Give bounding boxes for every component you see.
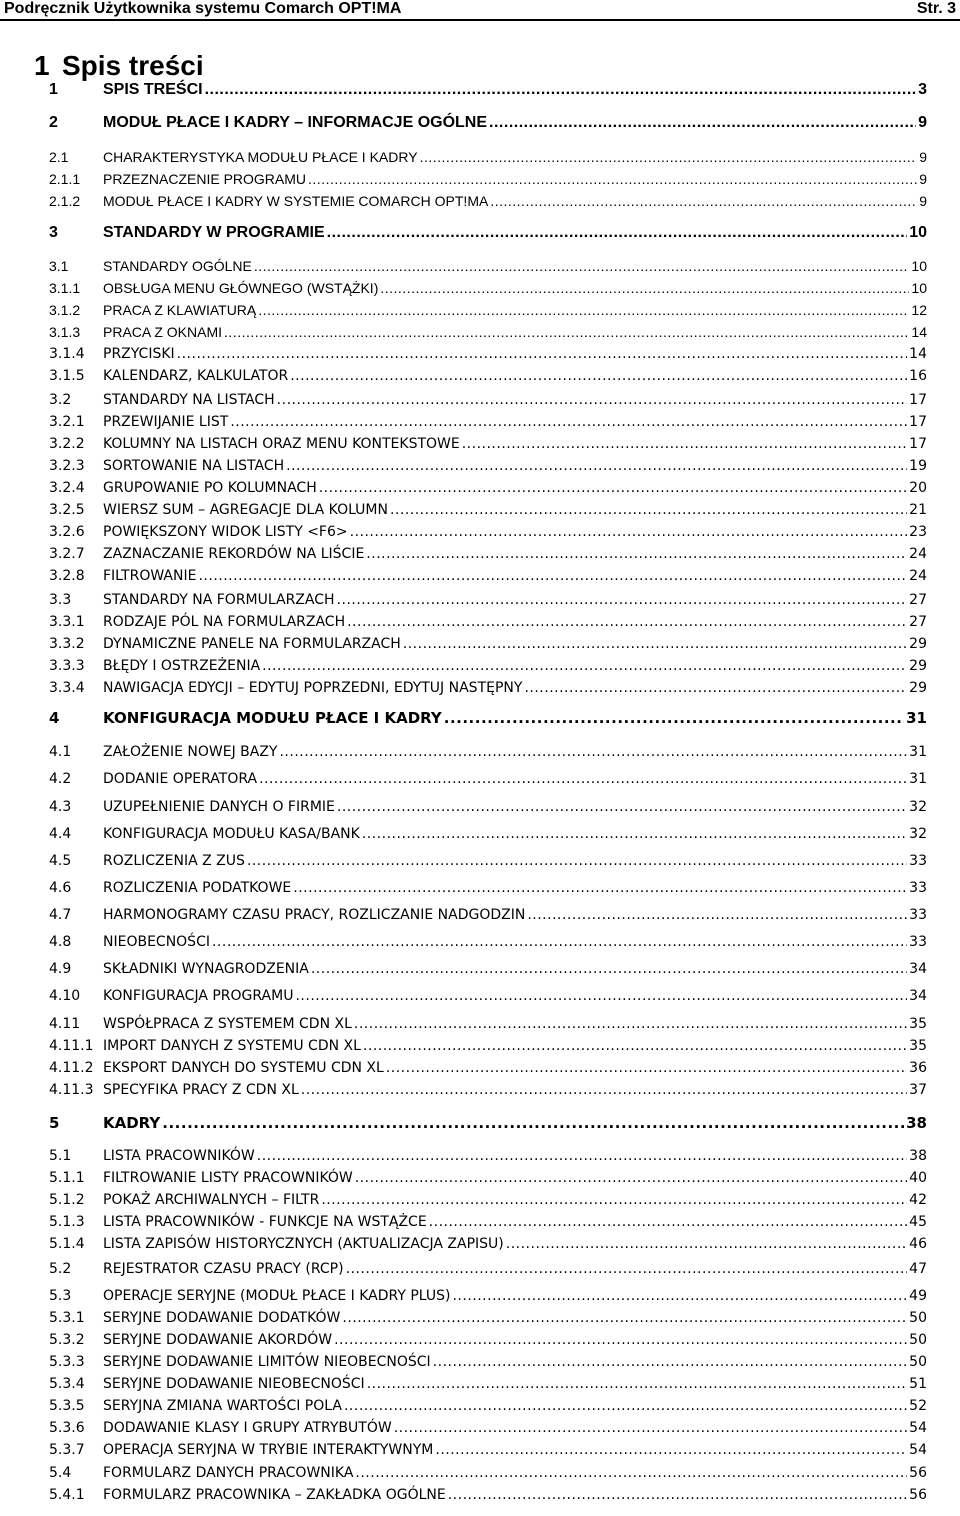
toc-entry[interactable]	[49, 435, 927, 453]
toc-entry[interactable]	[49, 770, 927, 788]
toc-entry-title: PRZEZNACZENIE PROGRAMU	[103, 171, 307, 187]
toc-entry[interactable]	[49, 743, 927, 761]
toc-entry[interactable]	[49, 413, 927, 431]
toc-entry-number: 5.1.4	[49, 1236, 85, 1252]
toc-dot-leader	[212, 933, 907, 951]
toc-dot-leader	[279, 743, 907, 761]
toc-entry-number: 3.2.4	[49, 480, 85, 496]
toc-entry-page: 54	[909, 1442, 927, 1458]
toc-entry-page: 24	[909, 546, 927, 562]
toc-entry[interactable]	[49, 1353, 927, 1371]
toc-dot-leader	[390, 501, 907, 519]
toc-entry[interactable]	[49, 798, 927, 816]
toc-dot-leader	[394, 1419, 907, 1437]
toc-entry-page: 19	[909, 458, 927, 474]
toc-entry[interactable]	[49, 709, 927, 727]
toc-entry[interactable]	[49, 479, 927, 497]
toc-entry-number: 4.9	[49, 961, 72, 977]
toc-dot-leader	[257, 1147, 907, 1165]
toc-entry-number: 5.4.1	[49, 1487, 85, 1503]
toc-entry-number: 4.2	[49, 771, 72, 787]
toc-entry-number: 4.1	[49, 744, 72, 760]
toc-entry-page: 3	[918, 81, 927, 98]
toc-dot-leader	[342, 1309, 907, 1327]
toc-entry[interactable]	[49, 960, 927, 978]
toc-entry-number: 3.2.3	[49, 458, 85, 474]
toc-entry-page: 46	[909, 1236, 927, 1252]
toc-entry-title: PRACA Z KLAWIATURĄ	[103, 302, 257, 318]
toc-entry-title: LISTA ZAPISÓW HISTORYCZNYCH (AKTUALIZACJA ZAPISU)	[103, 1236, 504, 1252]
toc-entry[interactable]	[49, 391, 927, 409]
toc-entry-number: 4.7	[49, 907, 72, 923]
toc-entry-number: 5.3.2	[49, 1332, 85, 1348]
toc-entry[interactable]	[49, 987, 927, 1005]
toc-entry-page: 38	[909, 1148, 927, 1164]
toc-dot-leader	[247, 852, 907, 870]
toc-entry[interactable]	[49, 1114, 927, 1132]
toc-entry-page: 29	[909, 658, 927, 674]
toc-entry[interactable]	[49, 224, 927, 242]
toc-entry-title: LISTA PRACOWNIKÓW	[103, 1148, 255, 1164]
toc-dot-leader	[444, 709, 904, 727]
toc-entry-page: 29	[909, 680, 927, 696]
toc-entry-page: 35	[909, 1016, 927, 1032]
toc-entry[interactable]	[49, 1331, 927, 1349]
toc-dot-leader	[205, 81, 917, 99]
toc-entry[interactable]	[49, 1464, 927, 1482]
toc-entry-number: 4.8	[49, 934, 72, 950]
toc-entry[interactable]	[49, 1419, 927, 1437]
toc-entry[interactable]	[49, 545, 927, 563]
toc-entry[interactable]	[49, 879, 927, 897]
toc-entry-number: 3.2.7	[49, 546, 85, 562]
toc-dot-leader	[290, 367, 907, 385]
toc-entry[interactable]	[49, 1015, 927, 1033]
toc-entry-title: SPIS TREŚCI	[103, 81, 203, 98]
toc-entry-number: 4.11	[49, 1016, 81, 1032]
toc-entry-title: NIEOBECNOŚCI	[103, 934, 210, 950]
toc-entry-page: 42	[909, 1192, 927, 1208]
toc-entry-title: OPERACJA SERYJNA W TRYBIE INTERAKTYWNYM	[103, 1442, 434, 1458]
toc-dot-leader	[308, 170, 917, 188]
toc-entry-title: KONFIGURACJA MODUŁU PŁACE I KADRY	[103, 709, 442, 727]
toc-entry-page: 50	[909, 1310, 927, 1326]
toc-entry-page: 17	[909, 436, 927, 452]
toc-dot-leader	[367, 1375, 907, 1393]
toc-entry-page: 31	[906, 709, 927, 727]
toc-entry-page: 21	[909, 502, 927, 518]
toc-entry-number: 3.1.2	[49, 302, 81, 318]
toc-entry-page: 17	[909, 414, 927, 430]
toc-entry[interactable]	[49, 1037, 927, 1055]
toc-dot-leader	[462, 435, 907, 453]
toc-entry[interactable]	[49, 523, 927, 541]
toc-entry[interactable]	[49, 114, 927, 132]
toc-entry-title: IMPORT DANYCH Z SYSTEMU CDN XL	[103, 1038, 361, 1054]
page-number: Str. 3	[916, 0, 956, 17]
toc-entry-page: 38	[906, 1114, 927, 1132]
toc-entry-title: RODZAJE PÓL NA FORMULARZACH	[103, 614, 346, 630]
toc-dot-leader	[452, 1287, 907, 1305]
toc-heading-text: Spis treści	[62, 50, 204, 81]
toc-entry-title: POKAŻ ARCHIWALNYCH – FILTR	[103, 1192, 320, 1208]
toc-entry[interactable]	[49, 1147, 927, 1165]
toc-entry[interactable]	[49, 1397, 927, 1415]
toc-entry-title: CHARAKTERYSTYKA MODUŁU PŁACE I KADRY	[103, 149, 418, 165]
toc-entry-number: 4	[49, 709, 60, 727]
toc-entry-title: SERYJNE DODAWANIE AKORDÓW	[103, 1332, 333, 1348]
toc-entry-page: 50	[909, 1332, 927, 1348]
toc-dot-leader	[362, 825, 907, 843]
toc-entry-title: WIERSZ SUM – AGREGACJE DLA KOLUMN	[103, 502, 388, 518]
toc-dot-leader	[527, 906, 907, 924]
toc-entry-title: ZAŁOŻENIE NOWEJ BAZY	[103, 744, 278, 760]
toc-entry-number: 4.10	[49, 988, 81, 1004]
toc-entry-number: 3.3	[49, 592, 72, 608]
toc-entry-page: 9	[918, 114, 927, 131]
toc-entry[interactable]	[49, 679, 927, 697]
toc-entry-page: 9	[919, 149, 927, 165]
toc-entry-title: NAWIGACJA EDYCJI – EDYTUJ POPRZEDNI, EDYTUJ NASTĘPNY	[103, 680, 523, 696]
toc-entry-page: 33	[909, 907, 927, 923]
toc-entry-page: 23	[909, 524, 927, 540]
toc-entry[interactable]	[49, 279, 927, 297]
toc-dot-leader	[429, 1213, 908, 1231]
toc-dot-leader	[258, 301, 909, 319]
toc-entry-title: PRZYCISKI	[103, 346, 175, 362]
toc-dot-leader	[347, 613, 907, 631]
toc-entry[interactable]	[49, 933, 927, 951]
toc-entry-title: ZAZNACZANIE REKORDÓW NA LIŚCIE	[103, 546, 365, 562]
toc-dot-leader	[363, 1037, 907, 1055]
toc-dot-leader	[346, 1260, 908, 1278]
toc-entry[interactable]	[49, 1375, 927, 1393]
toc-entry-number: 4.11.1	[49, 1038, 94, 1054]
toc-dot-leader	[259, 770, 907, 788]
toc-entry[interactable]	[49, 1309, 927, 1327]
toc-entry-number: 2	[49, 114, 58, 131]
toc-entry-number: 3.2.1	[49, 414, 85, 430]
toc-entry-number: 3.1.1	[49, 280, 81, 296]
toc-entry-title: ROZLICZENIA Z ZUS	[103, 853, 245, 869]
toc-entry-title: WSPÓŁPRACA Z SYSTEMEM CDN XL	[103, 1016, 352, 1032]
toc-entry-page: 10	[909, 224, 927, 241]
toc-dot-leader	[295, 987, 907, 1005]
toc-dot-leader	[448, 1486, 907, 1504]
toc-entry[interactable]	[49, 567, 927, 585]
toc-entry-title: KALENDARZ, KALKULATOR	[103, 368, 289, 384]
toc-entry-page: 33	[909, 880, 927, 896]
toc-dot-leader	[327, 224, 908, 242]
toc-entry-number: 3.2.6	[49, 524, 85, 540]
toc-dot-leader	[506, 1235, 907, 1253]
toc-entry[interactable]	[49, 1081, 927, 1099]
toc-dot-leader	[337, 798, 907, 816]
toc-entry-title: STANDARDY NA LISTACH	[103, 392, 275, 408]
toc-entry-title: STANDARDY W PROGRAMIE	[103, 224, 325, 241]
toc-entry[interactable]	[49, 852, 927, 870]
toc-entry-number: 3.1.3	[49, 324, 81, 340]
toc-entry-number: 4.3	[49, 799, 72, 815]
toc-entry-title: FILTROWANIE LISTY PRACOWNIKÓW	[103, 1170, 353, 1186]
toc-entry-title: STANDARDY NA FORMULARZACH	[103, 592, 335, 608]
toc-entry-number: 3.3.2	[49, 636, 85, 652]
toc-entry-page: 10	[911, 280, 927, 296]
toc-entry-title: FORMULARZ DANYCH PRACOWNIKA	[103, 1465, 354, 1481]
toc-entry-title: KOLUMNY NA LISTACH ORAZ MENU KONTEKSTOWE	[103, 436, 460, 452]
toc-entry-number: 5.4	[49, 1465, 72, 1481]
toc-entry-number: 5.1.2	[49, 1192, 85, 1208]
toc-entry-title: MODUŁ PŁACE I KADRY – INFORMACJE OGÓLNE	[103, 114, 488, 131]
toc-entry-page: 49	[909, 1288, 927, 1304]
toc-entry-number: 3.2.5	[49, 502, 85, 518]
toc-entry-title: SORTOWANIE NA LISTACH	[103, 458, 285, 474]
toc-entry-page: 52	[909, 1398, 927, 1414]
toc-entry-number: 3.2.8	[49, 568, 85, 584]
toc-entry-page: 9	[919, 193, 927, 209]
toc-entry-title: BŁĘDY I OSTRZEŻENIA	[103, 658, 261, 674]
toc-entry[interactable]	[49, 257, 927, 275]
toc-entry-title: EKSPORT DANYCH DO SYSTEMU CDN XL	[103, 1060, 384, 1076]
toc-dot-leader	[433, 1353, 907, 1371]
toc-entry[interactable]	[49, 635, 927, 653]
toc-dot-leader	[321, 1191, 907, 1209]
toc-entry-page: 31	[909, 744, 927, 760]
toc-entry[interactable]	[49, 457, 927, 475]
toc-entry-page: 17	[909, 392, 927, 408]
toc-entry-title: DODAWANIE KLASY I GRUPY ATRYBUTÓW	[103, 1420, 392, 1436]
toc-entry-number: 3.1	[49, 258, 69, 274]
toc-entry-number: 4.11.3	[49, 1082, 94, 1098]
toc-entry[interactable]	[49, 1213, 927, 1231]
toc-dot-leader	[350, 523, 908, 541]
toc-entry-page: 56	[909, 1465, 927, 1481]
toc-entry[interactable]	[49, 906, 927, 924]
toc-entry[interactable]	[49, 192, 927, 210]
toc-entry[interactable]	[49, 613, 927, 631]
toc-entry-title: STANDARDY OGÓLNE	[103, 258, 252, 274]
toc-entry-number: 5.3.7	[49, 1442, 85, 1458]
toc-entry-page: 34	[909, 988, 927, 1004]
toc-entry-page: 54	[909, 1420, 927, 1436]
toc-entry-title: SERYJNE DODAWANIE LIMITÓW NIEOBECNOŚCI	[103, 1354, 431, 1370]
toc-entry-page: 47	[909, 1261, 927, 1277]
toc-entry-title: KADRY	[103, 1114, 161, 1132]
toc-entry-page: 45	[909, 1214, 927, 1230]
toc-entry[interactable]	[49, 591, 927, 609]
toc-entry-title: HARMONOGRAMY CZASU PRACY, ROZLICZANIE NADGODZIN	[103, 907, 526, 923]
toc-entry-number: 3.2.2	[49, 436, 85, 452]
toc-entry-number: 3	[49, 224, 58, 241]
toc-entry-title: KONFIGURACJA PROGRAMU	[103, 988, 294, 1004]
toc-entry-title: FORMULARZ PRACOWNIKA – ZAKŁADKA OGÓLNE	[103, 1487, 446, 1503]
toc-entry-number: 4.11.2	[49, 1060, 94, 1076]
toc-entry-page: 9	[919, 171, 927, 187]
toc-entry-page: 35	[909, 1038, 927, 1054]
toc-dot-leader	[380, 279, 909, 297]
toc-entry-number: 4.4	[49, 826, 72, 842]
toc-entry-number: 3.1.4	[49, 346, 85, 362]
toc-entry-page: 12	[911, 302, 927, 318]
toc-entry-page: 32	[909, 799, 927, 815]
toc-entry-number: 5	[49, 1114, 60, 1132]
toc-entry-number: 5.1.1	[49, 1170, 85, 1186]
toc-entry-number: 5.3	[49, 1288, 72, 1304]
toc-entry-title: ROZLICZENIA PODATKOWE	[103, 880, 292, 896]
toc-entry-page: 34	[909, 961, 927, 977]
toc-entry-page: 29	[909, 636, 927, 652]
toc-entry-page: 32	[909, 826, 927, 842]
toc-entry[interactable]	[49, 301, 927, 319]
toc-entry-title: FILTROWANIE	[103, 568, 197, 584]
toc-dot-leader	[386, 1059, 907, 1077]
toc-entry-number: 5.3.5	[49, 1398, 85, 1414]
toc-entry-number: 2.1	[49, 149, 69, 165]
toc-entry[interactable]	[49, 323, 927, 341]
toc-entry-title: GRUPOWANIE PO KOLUMNACH	[103, 480, 317, 496]
toc-entry-title: SERYJNE DODAWANIE NIEOBECNOŚCI	[103, 1376, 365, 1392]
toc-dot-leader	[230, 413, 907, 431]
toc-dot-leader	[286, 457, 907, 475]
toc-heading-number: 1	[34, 50, 50, 81]
toc-entry-number: 5.2	[49, 1261, 72, 1277]
toc-entry-page: 27	[909, 614, 927, 630]
toc-entry[interactable]	[49, 1191, 927, 1209]
toc-dot-leader	[293, 879, 907, 897]
toc-entry[interactable]	[49, 170, 927, 188]
toc-entry-number: 5.3.1	[49, 1310, 85, 1326]
toc-entry-page: 24	[909, 568, 927, 584]
toc-entry-page: 16	[909, 368, 927, 384]
toc-dot-leader	[524, 679, 907, 697]
toc-entry-title: UZUPEŁNIENIE DANYCH O FIRMIE	[103, 799, 335, 815]
toc-entry-page: 40	[909, 1170, 927, 1186]
toc-entry-title: REJESTRATOR CZASU PRACY (RCP)	[103, 1261, 344, 1277]
toc-entry-title: POWIĘKSZONY WIDOK LISTY <F6>	[103, 524, 348, 540]
toc-entry-number: 5.1.3	[49, 1214, 85, 1230]
toc-entry-title: SKŁADNIKI WYNAGRODZENIA	[103, 961, 309, 977]
toc-entry-page: 50	[909, 1354, 927, 1370]
toc-entry-page: 10	[911, 258, 927, 274]
toc-dot-leader	[177, 345, 908, 363]
toc-entry[interactable]	[49, 1260, 927, 1278]
toc-entry-number: 5.3.6	[49, 1420, 85, 1436]
toc-entry[interactable]	[49, 1441, 927, 1459]
toc-entry-page: 56	[909, 1487, 927, 1503]
toc-entry-number: 4.5	[49, 853, 72, 869]
toc-entry[interactable]	[49, 1486, 927, 1504]
toc-entry-number: 5.3.4	[49, 1376, 85, 1392]
toc-entry[interactable]	[49, 148, 927, 166]
toc-dot-leader	[355, 1464, 907, 1482]
toc-entry-number: 3.3.3	[49, 658, 85, 674]
toc-entry[interactable]	[49, 81, 927, 99]
toc-dot-leader	[162, 1114, 904, 1132]
toc-entry[interactable]	[49, 1287, 927, 1305]
toc-dot-leader	[277, 391, 908, 409]
toc-entry[interactable]	[49, 825, 927, 843]
toc-entry-title: LISTA PRACOWNIKÓW - FUNKCJE NA WSTĄŻCE	[103, 1214, 427, 1230]
toc-dot-leader	[490, 192, 917, 210]
toc-dot-leader	[334, 1331, 907, 1349]
toc-entry-number: 1	[49, 81, 58, 98]
toc-dot-leader	[403, 635, 907, 653]
toc-entry-number: 5.3.3	[49, 1354, 85, 1370]
toc-entry[interactable]	[49, 501, 927, 519]
toc-entry-title: SERYJNA ZMIANA WARTOŚCI POLA	[103, 1398, 342, 1414]
toc-entry-page: 20	[909, 480, 927, 496]
toc-entry-page: 14	[909, 346, 927, 362]
toc-dot-leader	[420, 148, 918, 166]
toc-dot-leader	[337, 591, 908, 609]
toc-entry-number: 3.1.5	[49, 368, 85, 384]
toc-entry-title: DYNAMICZNE PANELE NA FORMULARZACH	[103, 636, 401, 652]
toc-entry-title: PRACA Z OKNAMI	[103, 324, 223, 340]
toc-entry-page: 33	[909, 934, 927, 950]
toc-entry-title: OBSŁUGA MENU GŁÓWNEGO (WSTĄŻKI)	[103, 280, 379, 296]
toc-dot-leader	[311, 960, 907, 978]
toc-entry-page: 37	[909, 1082, 927, 1098]
toc-entry-page: 31	[909, 771, 927, 787]
toc-entry[interactable]	[49, 1059, 927, 1077]
toc-dot-leader	[344, 1397, 907, 1415]
toc-entry-number: 2.1.2	[49, 193, 81, 209]
toc-entry-number: 3.3.1	[49, 614, 85, 630]
toc-entry-title: PRZEWIJANIE LIST	[103, 414, 229, 430]
toc-entry[interactable]	[49, 367, 927, 385]
toc-dot-leader	[254, 257, 910, 275]
toc-entry-title: KONFIGURACJA MODUŁU KASA/BANK	[103, 826, 360, 842]
toc-entry-title: MODUŁ PŁACE I KADRY W SYSTEMIE COMARCH OPT!MA	[103, 193, 489, 209]
toc-dot-leader	[366, 545, 907, 563]
toc-dot-leader	[354, 1015, 907, 1033]
toc-entry-page: 14	[911, 324, 927, 340]
toc-entry-page: 33	[909, 853, 927, 869]
toc-dot-leader	[489, 114, 916, 132]
toc-entry[interactable]	[49, 657, 927, 675]
toc-dot-leader	[301, 1081, 907, 1099]
toc-dot-leader	[319, 479, 907, 497]
toc-entry-page: 27	[909, 592, 927, 608]
toc-entry-number: 4.6	[49, 880, 72, 896]
toc-dot-leader	[262, 657, 907, 675]
toc-entry[interactable]	[49, 1169, 927, 1187]
toc-entry-number: 3.3.4	[49, 680, 85, 696]
toc-entry-page: 51	[909, 1376, 927, 1392]
toc-dot-leader	[198, 567, 907, 585]
toc-entry-number: 3.2	[49, 392, 72, 408]
document-title: Podręcznik Użytkownika systemu Comarch OPT!MA	[4, 0, 402, 17]
toc-entry-number: 2.1.1	[49, 171, 81, 187]
toc-entry-number: 5.1	[49, 1148, 72, 1164]
toc-dot-leader	[355, 1169, 907, 1187]
toc-entry-title: SERYJNE DODAWANIE DODATKÓW	[103, 1310, 341, 1326]
toc-dot-leader	[435, 1441, 907, 1459]
toc-entry[interactable]	[49, 345, 927, 363]
toc-entry-page: 36	[909, 1060, 927, 1076]
toc-entry-title: DODANIE OPERATORA	[103, 771, 258, 787]
toc-entry[interactable]	[49, 1235, 927, 1253]
toc-entry-title: OPERACJE SERYJNE (MODUŁ PŁACE I KADRY PLUS)	[103, 1288, 451, 1304]
toc-entry-title: SPECYFIKA PRACY Z CDN XL	[103, 1082, 299, 1098]
toc-dot-leader	[224, 323, 909, 341]
